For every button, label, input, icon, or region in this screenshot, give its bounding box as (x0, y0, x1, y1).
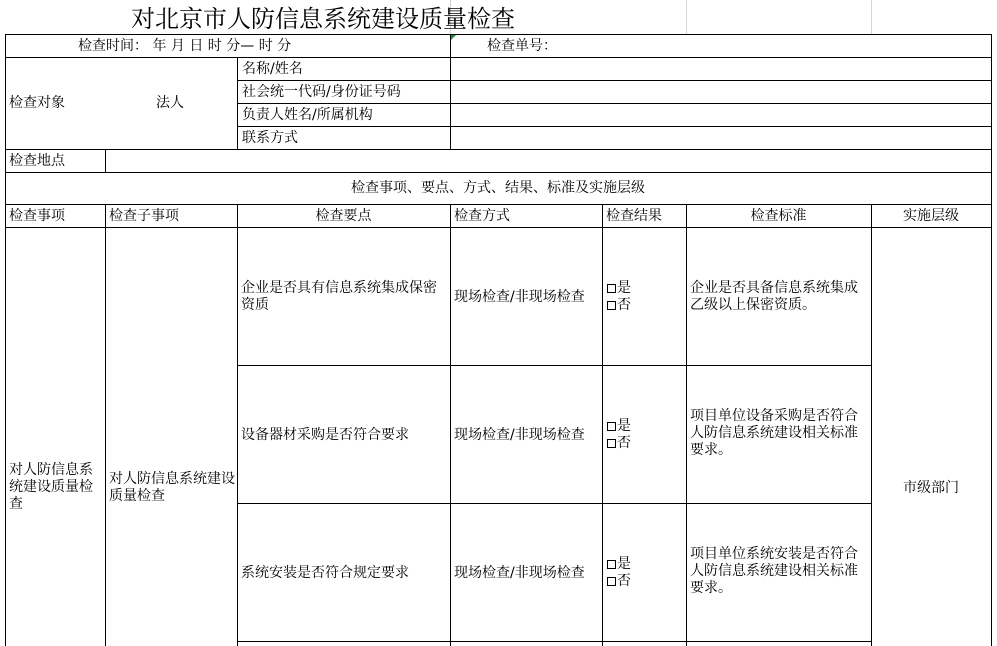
gridline (871, 0, 872, 34)
checkbox-icon (607, 560, 616, 569)
row-border (5, 227, 991, 228)
check-method: 现场检查/非现场检查 (454, 289, 585, 305)
inspection-location-label: 检查地点 (9, 153, 65, 169)
column-border (686, 204, 687, 646)
inspection-time-label: 检查时间： 年 月 日 时 分— 时 分 (78, 38, 292, 54)
column-header-result: 检查结果 (606, 208, 662, 224)
check-standard: 项目单位系统安装是否符合人防信息系统建设相关标准要求。 (690, 546, 858, 596)
row-border (237, 503, 871, 504)
section-header: 检查事项、要点、方式、结果、标准及实施层级 (351, 180, 645, 196)
row-border (5, 172, 991, 173)
column-border (450, 204, 451, 646)
result-yes-checkbox[interactable]: 是 (607, 280, 631, 297)
gridline (686, 0, 687, 34)
result-yes-checkbox[interactable]: 是 (607, 418, 631, 435)
checkbox-icon (607, 577, 616, 586)
field-name-label: 名称/姓名 (242, 61, 303, 77)
column-border (5, 34, 6, 646)
implementation-level: 市级部门 (903, 480, 959, 496)
column-border (450, 34, 451, 149)
result-no-checkbox[interactable]: 否 (607, 573, 631, 590)
checkbox-icon (607, 301, 616, 310)
column-header-item: 检查事项 (9, 208, 65, 224)
page-title: 对北京市人防信息系统建设质量检查 (131, 5, 515, 33)
column-header-standard: 检查标准 (750, 208, 807, 224)
field-code-label: 社会统一代码/身份证号码 (242, 84, 401, 100)
result-no-checkbox[interactable]: 否 (607, 435, 631, 452)
field-contact-label: 联系方式 (242, 130, 298, 146)
row-border (5, 149, 991, 150)
result-no-checkbox[interactable]: 否 (607, 297, 631, 314)
inspection-number-label: 检查单号： (487, 38, 557, 54)
column-header-level: 实施层级 (903, 208, 959, 224)
result-yes-checkbox[interactable]: 是 (607, 556, 631, 573)
checkbox-icon (607, 439, 616, 448)
inspection-object-label: 检查对象 (9, 95, 65, 111)
inspection-item: 对人防信息系统建设质量检查 (9, 462, 93, 512)
check-point: 企业是否具有信息系统集成保密资质 (241, 280, 437, 313)
column-header-method: 检查方式 (454, 208, 510, 224)
column-border (991, 34, 992, 646)
check-method: 现场检查/非现场检查 (454, 427, 585, 443)
row-border (237, 126, 991, 127)
check-standard: 项目单位设备采购是否符合人防信息系统建设相关标准要求。 (690, 408, 858, 458)
column-border (237, 204, 238, 646)
row-border (237, 103, 991, 104)
column-border (237, 57, 238, 149)
object-type: 法人 (156, 95, 184, 111)
field-leader-label: 负责人姓名/所属机构 (242, 107, 373, 123)
column-header-point: 检查要点 (315, 208, 372, 224)
column-border (105, 204, 106, 646)
check-point: 设备器材采购是否符合要求 (241, 427, 409, 443)
column-border (602, 204, 603, 646)
cell-marker-icon (451, 35, 456, 40)
checkbox-icon (607, 284, 616, 293)
check-method: 现场检查/非现场检查 (454, 565, 585, 581)
check-point: 系统安装是否符合规定要求 (241, 565, 409, 581)
row-border (5, 34, 991, 35)
row-border (237, 80, 991, 81)
row-border (237, 365, 871, 366)
row-border (237, 641, 871, 642)
check-standard: 企业是否具备信息系统集成乙级以上保密资质。 (690, 280, 858, 313)
checkbox-icon (607, 422, 616, 431)
inspection-subitem: 对人防信息系统建设质量检查 (109, 471, 235, 504)
row-border (5, 204, 991, 205)
column-border (871, 204, 872, 646)
column-header-subitem: 检查子事项 (109, 208, 179, 224)
column-border (105, 149, 106, 172)
row-border (5, 57, 991, 58)
